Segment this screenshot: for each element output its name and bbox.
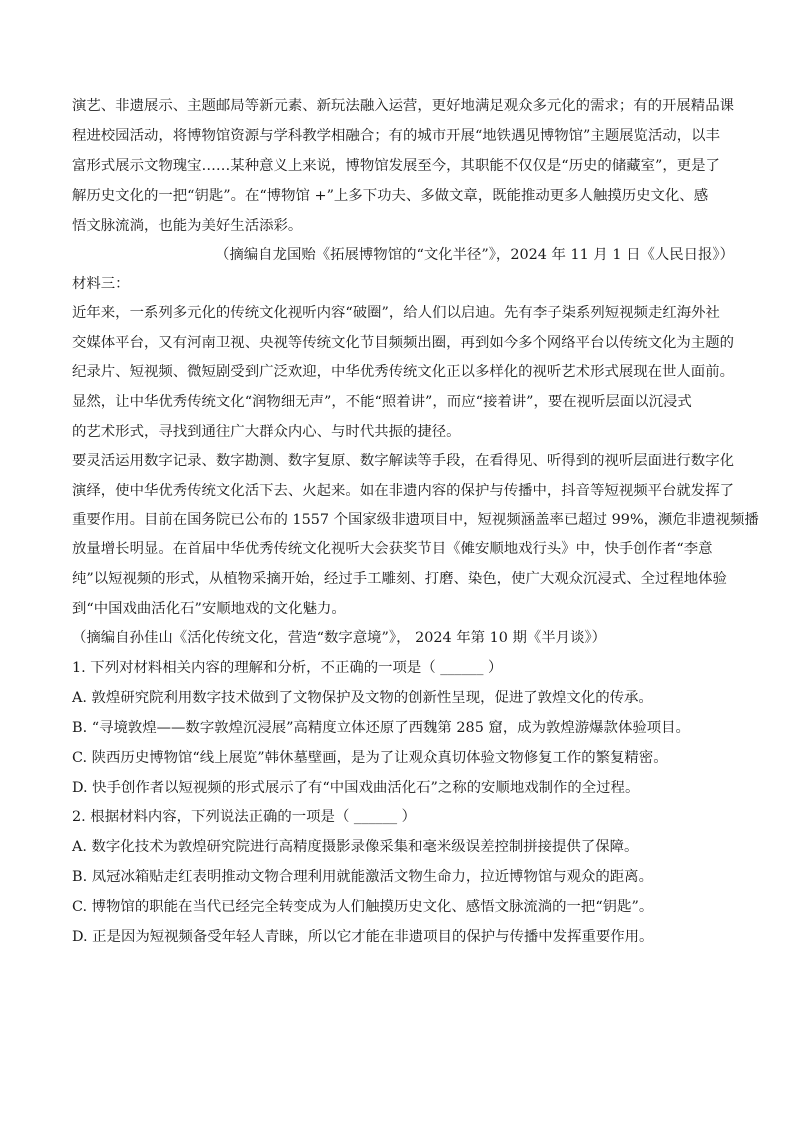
- paragraph-line: 程进校园活动，将博物馆资源与学科教学相融合；有的城市开展“地铁遇见博物馆”主题展览活动，以丰: [72, 128, 720, 144]
- answer-option: B. “寻境敦煌——数字敦煌沉浸展”高精度立体还原了西魏第 285 窟，成为敦煌游爆款体验项目。: [72, 720, 690, 736]
- paragraph-line: 演艺、非遗展示、主题邮局等新元素、新玩法融入运营，更好地满足观众多元化的需求；有的开展精品课: [72, 98, 734, 114]
- paragraph-line: 悟文脉流淌，也能为美好生活添彩。: [72, 218, 303, 234]
- answer-option: A. 敦煌研究院利用数字技术做到了文物保护及文物的创新性呈现，促进了敦煌文化的传承。: [72, 690, 653, 706]
- question-stem: 2. 根据材料内容，下列说法正确的一项是（ ______ ）: [72, 809, 417, 825]
- paragraph-line: 到“中国戏曲活化石”安顺地戏的文化魅力。: [72, 601, 346, 617]
- answer-option: B. 凤冠冰箱贴走红表明推动文物合理利用就能激活文物生命力，拉近博物馆与观众的距离。: [72, 869, 653, 885]
- paragraph-line: 放量增长明显。在首届中华优秀传统文化视听大会获奖节目《傩安顺地戏行头》中，快手创作者“李意: [72, 541, 713, 557]
- answer-option: D. 快手创作者以短视频的形式展示了有“中国戏曲活化石”之称的安顺地戏制作的全过程。: [72, 780, 640, 796]
- paragraph-line: 富形式展示文物瑰宝……某种意义上来说，博物馆发展至今，其职能不仅仅是“历史的储藏室”，更是了: [72, 158, 720, 174]
- question-stem: 1. 下列对材料相关内容的理解和分析，不正确的一项是（ ______ ）: [72, 660, 503, 676]
- answer-option: D. 正是因为短视频备受年轻人青睐，所以它才能在非遗项目的保护与传播中发挥重要作用。: [72, 929, 654, 945]
- paragraph-line: 演绎，使中华优秀传统文化活下去、火起来。如在非遗内容的保护与传播中，抖音等短视频平台就发挥了: [72, 483, 734, 499]
- paragraph-line: 重要作用。目前在国务院已公布的 1557 个国家级非遗项目中，短视频涵盖率已超过 99%，濒危非遗视频播: [72, 512, 759, 528]
- section-heading: 材料三：: [72, 276, 130, 292]
- paragraph-line: 解历史文化的一把“钥匙”。在“博物馆 +”上多下功夫、多做文章，既能推动更多人触摸历史文化、感: [72, 188, 709, 204]
- answer-option: C. 陕西历史博物馆“线上展览”韩休墓壁画，是为了让观众真切体验文物修复工作的繁复精密。: [72, 750, 668, 766]
- paragraph-line: 显然，让中华优秀传统文化“润物细无声”，不能“照着讲”，而应“接着讲”，要在视听层面以沉浸式: [72, 394, 692, 410]
- paragraph-line: 纪录片、短视频、微短剧受到广泛欢迎，中华优秀传统文化正以多样化的视听艺术形式展现在世人面前。: [72, 364, 734, 380]
- source-citation: （摘编自孙佳山《活化传统文化，营造“数字意境”》， 2024 年第 10 期《半月谈》）: [72, 630, 607, 646]
- paragraph-line: 要灵活运用数字记录、数字勘测、数字复原、数字解读等手段，在看得见、听得到的视听层面进行数字化: [72, 453, 734, 469]
- paragraph-line: 纯”以短视频的形式，从植物采摘开始，经过手工雕刻、打磨、染色，使广大观众沉浸式、全过程地体验: [72, 571, 727, 587]
- answer-option: A. 数字化技术为敦煌研究院进行高精度摄影录像采集和毫米级误差控制拼接提供了保障。: [72, 839, 639, 855]
- paragraph-line: 的艺术形式，寻找到通往广大群众内心、与时代共振的捷径。: [72, 424, 461, 440]
- paragraph-line: 近年来，一系列多元化的传统文化视听内容“破圈”，给人们以启迪。先有李子柒系列短视频走红海外社: [72, 305, 720, 321]
- answer-option: C. 博物馆的职能在当代已经完全转变成为人们触摸历史文化、感悟文脉流淌的一把“钥匙”。: [72, 899, 654, 915]
- paragraph-line: 交媒体平台，又有河南卫视、央视等传统文化节目频频出圈，再到如今多个网络平台以传统文化为主题的: [72, 335, 734, 351]
- source-citation: （摘编自龙国贻《拓展博物馆的“文化半径”》，2024 年 11 月 1 日《人民日报》）: [215, 247, 734, 263]
